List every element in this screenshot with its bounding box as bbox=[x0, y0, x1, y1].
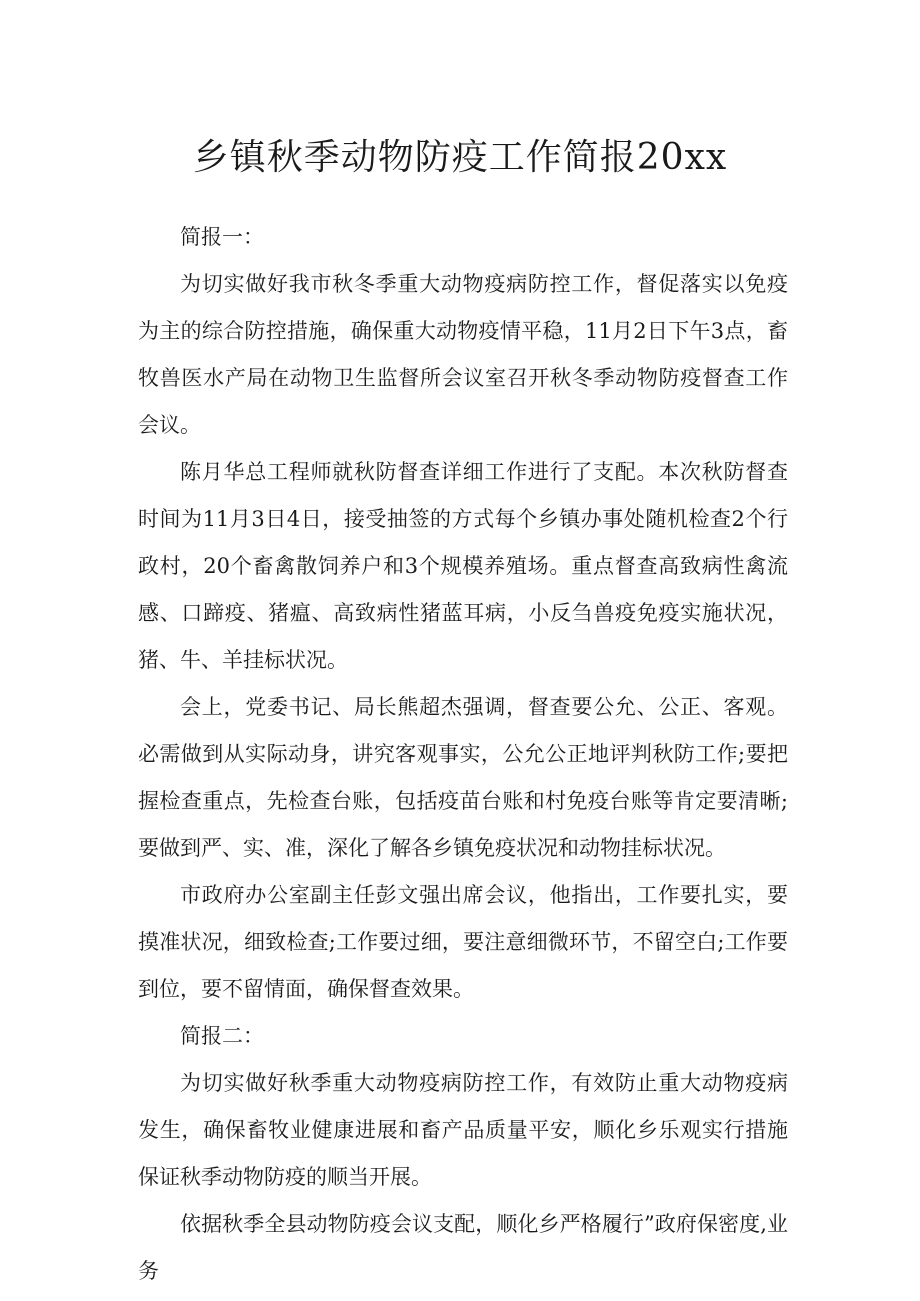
paragraph: 依据秋季全县动物防疫会议支配，顺化乡严格履行”政府保密度,业务 bbox=[138, 1212, 788, 1283]
paragraph: 为切实做好我市秋冬季重大动物疫病防控工作，督促落实以免疫为主的综合防控措施，确保重大动物疫情平稳，11月2日下午3点，畜牧兽医水产局在动物卫生监督所会议室召开秋冬季动物防疫督查工作会议。 bbox=[138, 272, 788, 437]
paragraph: 陈月华总工程师就秋防督查详细工作进行了支配。本次秋防督查时间为11月3日4日，接受抽签的方式每个乡镇办事处随机检查2个行政村，20个畜禽散饲养户和3个规模养殖场。重点督查高致病性禽流感、口蹄疫、猪瘟、高致病性猪蓝耳病，小反刍兽疫免疫实施状况，猪、牛、羊挂标状况。 bbox=[138, 460, 788, 672]
section-heading-2: 简报二： bbox=[180, 1024, 264, 1048]
paragraph: 会上，党委书记、局长熊超杰强调，督查要公允、公正、客观。必需做到从实际动身，讲究客观事实，公允公正地评判秋防工作;要把握检查重点，先检查台账，包括疫苗台账和村免疫台账等肯定要清晰;要做到严、实、准，深化了解各乡镇免疫状况和动物挂标状况。 bbox=[138, 695, 788, 860]
document-title: 乡镇秋季动物防疫工作简报20xx bbox=[192, 137, 728, 178]
section-heading-1: 简报一： bbox=[180, 225, 264, 249]
paragraph: 市政府办公室副主任彭文强出席会议，他指出，工作要扎实，要摸准状况，细致检查;工作要过细，要注意细微环节，不留空白;工作要到位，要不留情面，确保督查效果。 bbox=[138, 883, 788, 1001]
document-body bbox=[138, 214, 788, 1295]
paragraph: 为切实做好秋季重大动物疫病防控工作，有效防止重大动物疫病发生，确保畜牧业健康进展和畜产品质量平安，顺化乡乐观实行措施保证秋季动物防疫的顺当开展。 bbox=[138, 1071, 788, 1189]
